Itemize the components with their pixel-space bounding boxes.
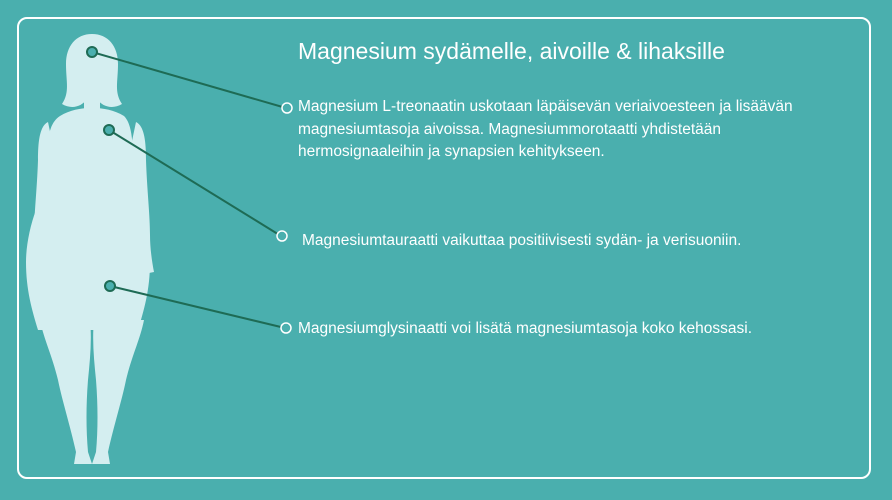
- brain-description: Magnesium L-treonaatin uskotaan läpäisevän veriaivoesteen ja lisäävän magnesiumtasoja aivoissa. Magnesiummorotaatti yhdistetään hermosignaaleihin ja synapsien kehitykseen.: [298, 98, 793, 160]
- heart-description: Magnesiumtauraatti vaikuttaa positiivisesti sydän- ja verisuoniin.: [302, 232, 742, 249]
- heart-marker: [104, 125, 114, 135]
- brain-bullet: [282, 103, 292, 113]
- brain-marker: [87, 47, 97, 57]
- muscle-marker: [105, 281, 115, 291]
- heart-bullet: [277, 231, 287, 241]
- female-silhouette: [26, 34, 154, 464]
- muscle-bullet: [281, 323, 291, 333]
- page-title: Magnesium sydämelle, aivoille & lihaksille: [298, 38, 725, 64]
- muscle-description: Magnesiumglysinaatti voi lisätä magnesiumtasoja koko kehossasi.: [298, 320, 753, 337]
